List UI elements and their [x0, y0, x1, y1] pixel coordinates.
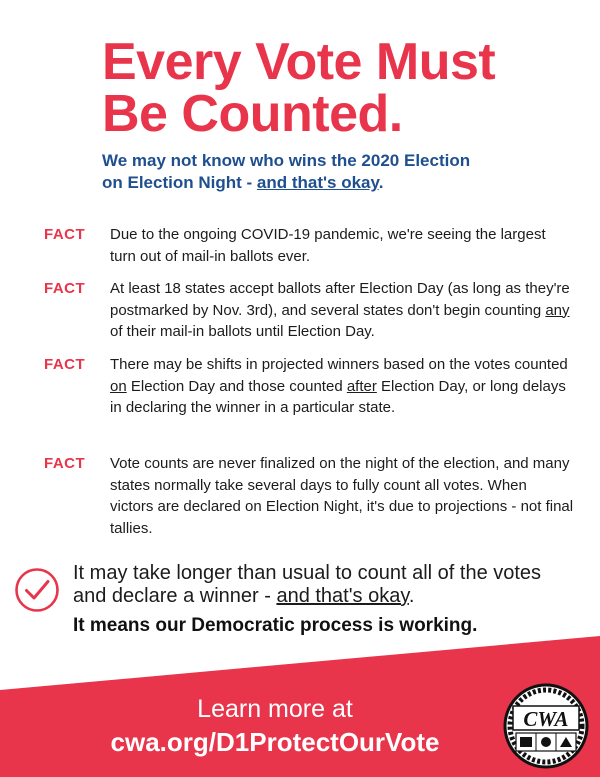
website-link[interactable]: cwa.org/D1ProtectOurVote: [110, 727, 440, 757]
fact-text-part: of their mail-in ballots until Election Day.: [110, 323, 375, 340]
closing-period: .: [408, 585, 415, 607]
fact-text-emphasis: after: [346, 377, 377, 395]
fact-text: Due to the ongoing COVID-19 pandemic, we're seeing the largest turn out of mail-in ballots ever.: [110, 226, 546, 265]
fact-label: FACT: [44, 356, 86, 373]
democratic-process-statement: It means our Democratic process is working.: [73, 615, 478, 636]
subtitle-line-1: We may not know who wins the 2020 Election: [102, 151, 471, 170]
fact-text-part: Election Day, or long delays in declaring the winner in a particular state.: [110, 377, 566, 416]
closing-underlined: and that's okay: [276, 585, 409, 607]
fact-text-emphasis: on: [110, 377, 127, 395]
fact-text-part: At least 18 states accept ballots after Election Day (as long as they're postmarked by Nov. 3rd), and several states don't begin counting: [110, 280, 570, 319]
fact-text-emphasis: any: [545, 301, 570, 319]
fact-text-part: Election Day and those counted: [126, 377, 347, 395]
fact-label: FACT: [44, 455, 86, 472]
learn-more-text: Learn more at: [197, 695, 353, 723]
title-line-2: Be Counted.: [102, 85, 403, 143]
subtitle-underlined: and that's okay: [256, 173, 379, 192]
closing-text: It may take longer than usual to count all of the votes and declare a winner -: [73, 562, 542, 607]
title-line-1: Every Vote Must: [102, 33, 496, 91]
subtitle-period: .: [378, 173, 384, 192]
subtitle-line-2: on Election Night -: [102, 173, 257, 192]
fact-label: FACT: [44, 280, 86, 297]
fact-label: FACT: [44, 226, 86, 243]
fact-text: Vote counts are never finalized on the night of the election, and many states normally take several days to fully count all votes. When victors are declared on Election Night, it's due to projections - not final tallies.: [110, 455, 574, 537]
cwa-logo: [503, 683, 589, 769]
logo-text: CWA: [523, 707, 569, 731]
fact-text-part: There may be shifts in projected winners based on the votes counted: [110, 356, 568, 373]
